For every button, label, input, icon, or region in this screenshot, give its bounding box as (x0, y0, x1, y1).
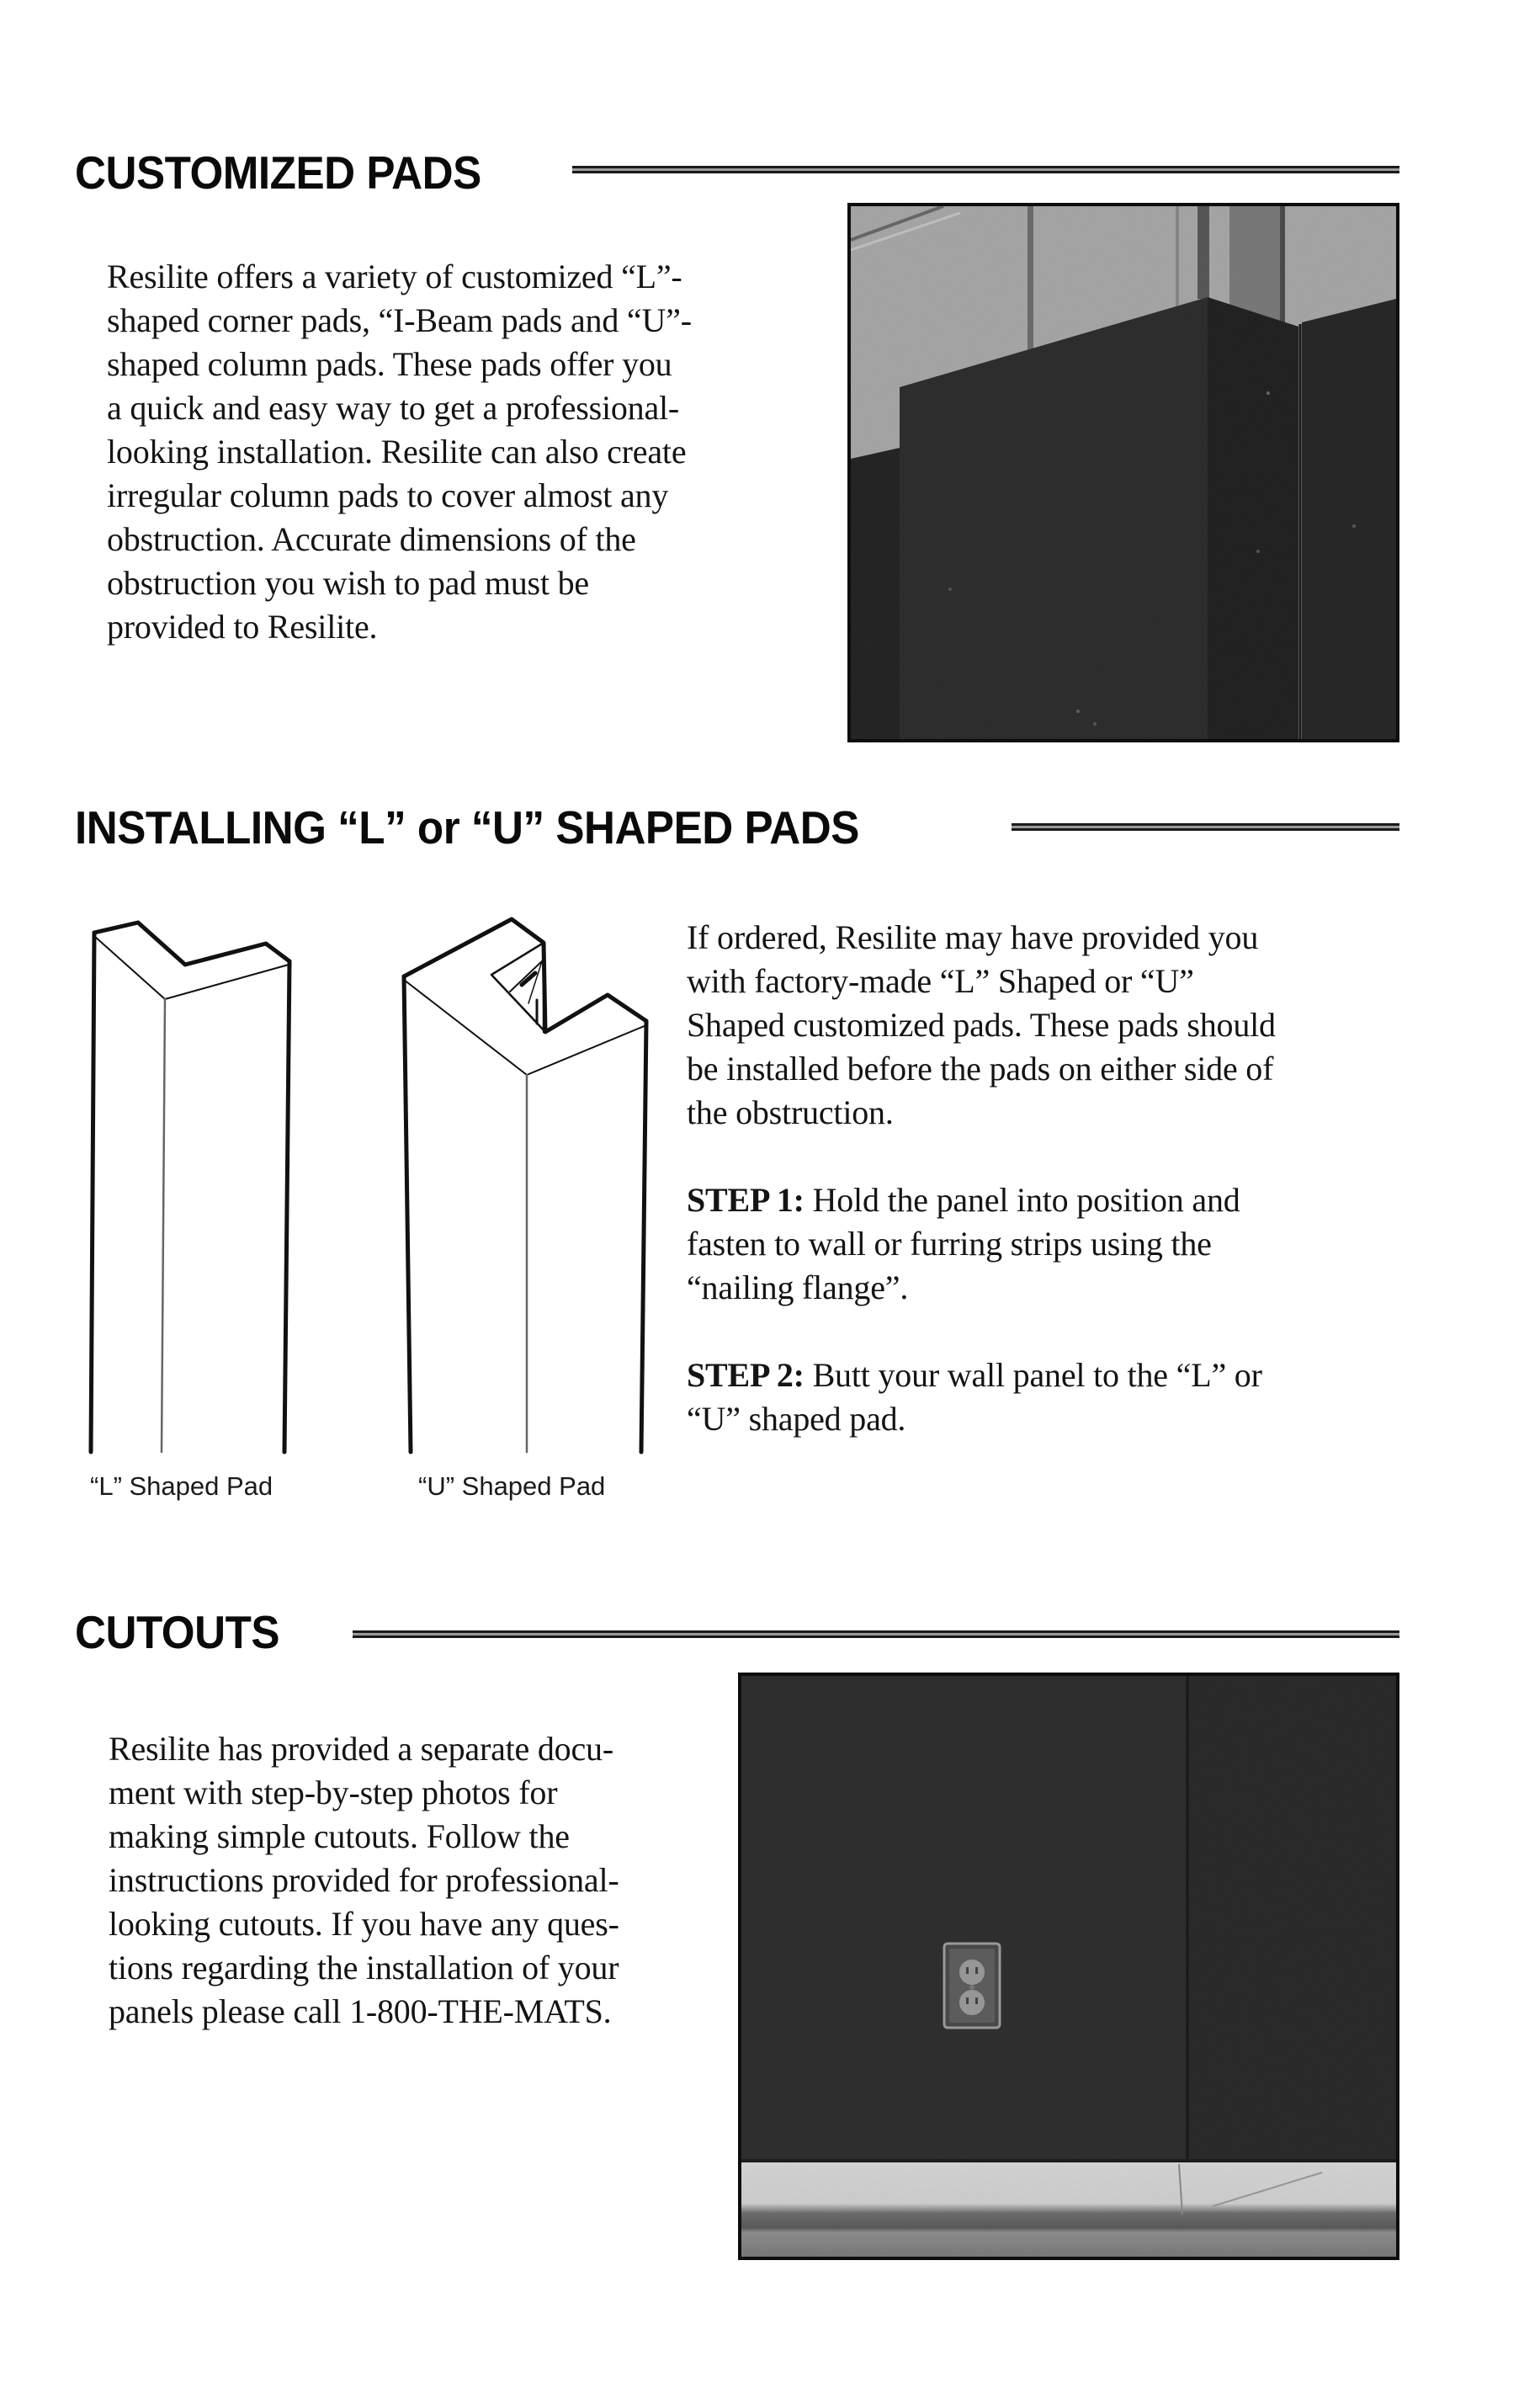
body-line: obstruction you wish to pad must be (107, 564, 589, 602)
step-2-line (687, 1354, 1276, 1397)
step-1-line (687, 1178, 1276, 1222)
step-1-line: “nailing flange”. (687, 1268, 909, 1306)
body-line: provided to Resilite. (107, 608, 378, 646)
body-line: shaped column pads. These pads offer you (107, 345, 672, 383)
heading-rule-cutouts (353, 1630, 1399, 1638)
step-1-label: STEP 1: (687, 1181, 805, 1219)
step-2-text: Butt your wall panel to the “L” or (804, 1356, 1262, 1394)
outlet-icon (944, 1944, 1000, 2028)
intro-line: the obstruction. (687, 1093, 894, 1131)
heading-installing-pads: INSTALLING “L” or “U” SHAPED PADS (75, 801, 859, 854)
body-line: looking cutouts. If you have any ques- (109, 1905, 619, 1943)
body-line: making simple cutouts. Follow the (109, 1817, 570, 1855)
body-line: a quick and easy way to get a professional- (107, 389, 680, 427)
outlet-cutout-photo (738, 1673, 1399, 2260)
u-shaped-pad-drawing (387, 901, 656, 1456)
step-2-line: “U” shaped pad. (687, 1400, 906, 1438)
body-line: Resilite has provided a separate docu- (109, 1730, 613, 1768)
customized-pads-body (107, 255, 692, 649)
body-line: looking installation. Resilite can also create (107, 433, 687, 471)
body-line: tions regarding the installation of your (109, 1949, 619, 1986)
heading-rule-installing (1012, 823, 1399, 831)
intro-line: with factory-made “L” Shaped or “U” (687, 962, 1194, 1000)
column-pad-photo-image (851, 206, 1396, 739)
installing-instructions (687, 916, 1276, 1441)
l-shaped-pad-drawing (84, 909, 311, 1456)
body-line: shaped corner pads, “I-Beam pads and “U”- (107, 301, 692, 339)
body-line: instructions provided for professional- (109, 1861, 619, 1899)
intro-line: If ordered, Resilite may have provided you (687, 918, 1259, 956)
heading-rule-customized (572, 166, 1399, 173)
intro-line: be installed before the pads on either side of (687, 1050, 1274, 1088)
body-line: panels please call 1-800-THE-MATS. (109, 1992, 612, 2030)
step-1-line: fasten to wall or furring strips using the (687, 1225, 1212, 1263)
intro-line: Shaped customized pads. These pads should (687, 1006, 1276, 1044)
body-line: ment with step-by-step photos for (109, 1774, 558, 1811)
step-2-label: STEP 2: (687, 1356, 805, 1394)
column-pad-photo (847, 203, 1399, 742)
u-shaped-pad-caption: “U” Shaped Pad (418, 1471, 606, 1501)
step-1-text: Hold the panel into position and (804, 1181, 1240, 1219)
l-shaped-pad-caption: “L” Shaped Pad (90, 1471, 273, 1501)
outlet-cutout-photo-image (741, 1676, 1396, 2257)
body-line: Resilite offers a variety of customized “L”- (107, 258, 682, 295)
cutouts-body (109, 1727, 619, 2034)
body-line: obstruction. Accurate dimensions of the (107, 520, 636, 558)
heading-customized-pads: CUSTOMIZED PADS (75, 146, 481, 199)
heading-cutouts: CUTOUTS (75, 1606, 280, 1658)
body-line: irregular column pads to cover almost any (107, 476, 669, 514)
